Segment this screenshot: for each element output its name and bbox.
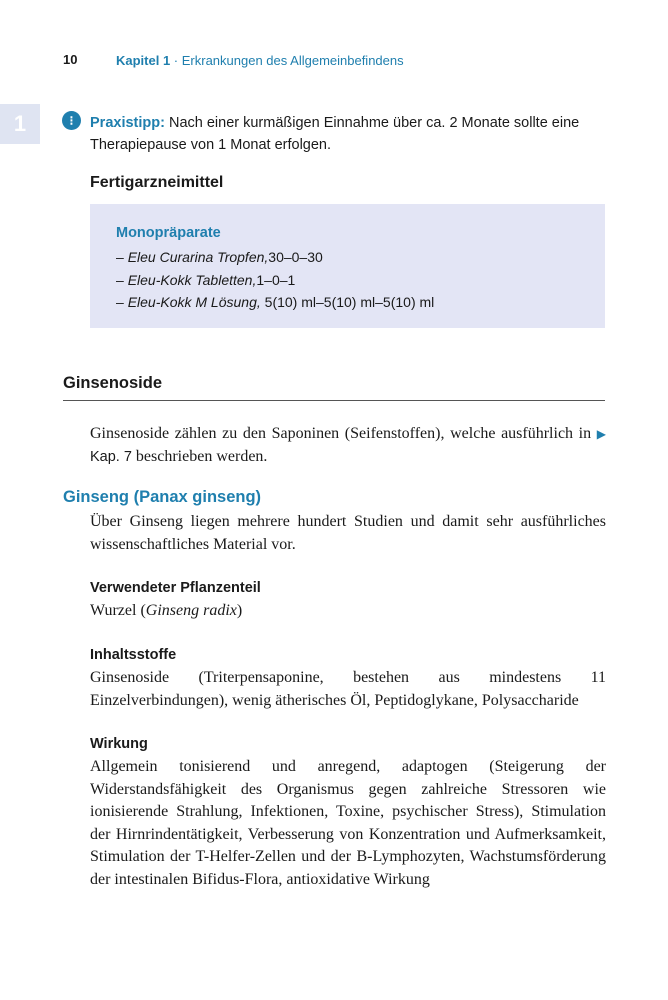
monopraeparate-box — [90, 204, 605, 328]
product-dose: 30–0–30 — [268, 249, 323, 265]
monopraeparate-list — [116, 246, 434, 314]
product-name: Eleu-Kokk Tabletten, — [127, 271, 257, 288]
page-number: 10 — [63, 52, 78, 67]
arrow-right-icon: ▶ — [596, 427, 606, 441]
list-item — [116, 291, 434, 314]
ginsenoside-text: Ginsenoside zählen zu den Saponinen (Seifenstoffen), welche ausführlich in — [90, 425, 597, 442]
chapter-tab: 1 — [0, 104, 40, 144]
list-item — [116, 269, 434, 292]
ingredients-text: Ginsenoside (Triterpensaponine, bestehen aus mindestens 11 Einzelverbindungen), wenig ätherisches Öl, Peptidoglykane, Polysaccharide — [90, 669, 606, 709]
chapter-label: Kapitel 1 — [116, 53, 171, 68]
ginseng-heading: Ginseng (Panax ginseng) — [63, 488, 262, 506]
plant-part-text — [90, 600, 606, 623]
ginsenoside-heading: Ginsenoside — [63, 374, 163, 392]
plant-part-heading: Verwendeter Pflanzenteil — [90, 580, 261, 596]
chapter-reference-link[interactable]: Kap. 7 — [90, 448, 132, 465]
running-head — [116, 53, 404, 68]
product-name: Eleu Curarina Tropfen, — [127, 249, 269, 265]
product-name: Eleu-Kokk M Lösung, — [127, 294, 261, 310]
monopraeparate-title: Monopräparate — [116, 225, 221, 241]
product-dose: 1–0–1 — [256, 271, 296, 288]
fertigarzneimittel-heading: Fertigarzneimittel — [90, 174, 224, 191]
effect-text: Allgemein tonisierend und anregend, adaptogen (Steigerung der Widerstandsfähigkeit des Organismus gegen zahlreiche Stressoren wie ionisierende Strahlung, Infektionen, Toxine, psychischer Stress), Stimulation der Hirnrindentätigkeit, Verbesserung von Konzentration und Aufmerksamkeit, Stimulation der T-Helfer-Zellen und der B-Lymphozyten, Wachstumsförderung der intestinalen Bifidus-Flora, antioxidative Wirkung — [90, 758, 606, 888]
list-dash: – — [116, 271, 124, 288]
plant-part-prefix: Wurzel ( — [90, 602, 146, 619]
plant-part-latin: Ginseng radix — [145, 602, 237, 619]
ingredients-heading: Inhaltsstoffe — [90, 647, 177, 663]
ginsenoside-paragraph — [90, 423, 606, 468]
section-rule — [63, 400, 605, 401]
list-item — [116, 246, 434, 269]
product-dose: 5(10) ml–5(10) ml–5(10) ml — [260, 294, 435, 310]
ginsenoside-text-end: beschrieben werden. — [131, 447, 268, 465]
practice-tip — [90, 112, 610, 156]
list-dash: – — [116, 249, 124, 265]
list-dash: – — [116, 294, 124, 310]
running-head-separator: · — [170, 53, 182, 68]
chapter-title: Erkrankungen des Allgemeinbefindens — [181, 53, 404, 68]
plant-part-suffix: ) — [236, 602, 243, 619]
dots-icon: ⁝ — [62, 111, 81, 130]
effect-heading: Wirkung — [90, 736, 148, 752]
practice-tip-text: Nach einer kurmäßigen Einnahme über ca. 2 Monate sollte eine Therapiepause von 1 Monat erfolgen. — [90, 115, 580, 153]
ginseng-intro: Über Ginseng liegen mehrere hundert Studien und damit sehr ausführliches wissenschaftliches Material vor. — [90, 513, 606, 553]
practice-tip-label: Praxistipp: — [90, 115, 165, 131]
